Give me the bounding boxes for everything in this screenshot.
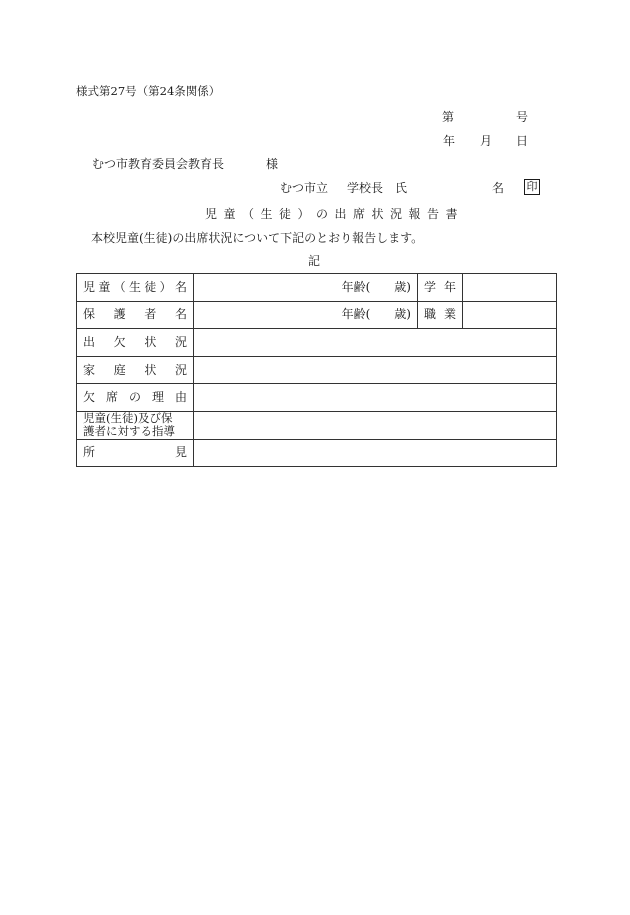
grade-label: 学 年: [418, 274, 463, 302]
date-year-label: 年: [443, 134, 456, 148]
table-row-guardian-name: [77, 301, 557, 329]
seal-box: 印: [524, 179, 540, 195]
intro-text: 本校児童(生徒)の出席状況について下記のとおり報告します。: [91, 231, 424, 245]
attendance-status-field[interactable]: [194, 329, 557, 357]
addressee: むつ市教育委員会教育長: [92, 157, 225, 171]
row-label: 保 護 者 名: [77, 301, 194, 329]
row-label: 出 欠 状 況: [77, 329, 194, 357]
table-row-student-name: [77, 274, 557, 302]
remarks-field[interactable]: [194, 439, 557, 467]
date-day-label: 日: [516, 134, 529, 148]
row-label: 児 童 （ 生 徒 ） 名: [77, 274, 194, 302]
table-row-family-status: [77, 356, 557, 384]
age-label: 年齢( 歳): [341, 307, 411, 322]
table-row-absence-reason: [77, 384, 557, 412]
table-row-attendance-status: [77, 329, 557, 357]
doc-number-label: 第: [442, 110, 455, 124]
sender-school: むつ市立: [280, 181, 329, 195]
row-label: 児童(生徒)及び保 護者に対する指導: [77, 411, 194, 439]
date-month-label: 月: [480, 134, 493, 148]
row-label: 欠 席 の 理 由: [77, 384, 194, 412]
absence-reason-field[interactable]: [194, 384, 557, 412]
row-label: 所 見: [77, 439, 194, 467]
table-row-remarks: [77, 439, 557, 467]
form-number: 様式第27号（第24条関係）: [76, 84, 221, 98]
row-label: 家 庭 状 況: [77, 356, 194, 384]
document-title: 児童（生徒）の出席状況報告書: [205, 207, 465, 221]
guardian-name-field[interactable]: [194, 301, 418, 329]
student-name-field[interactable]: [194, 274, 418, 302]
guidance-field[interactable]: [194, 411, 557, 439]
sender-title: 学校長 氏: [347, 181, 408, 195]
addressee-honorific: 様: [266, 157, 279, 171]
occupation-label: 職 業: [418, 301, 463, 329]
occupation-field[interactable]: [463, 301, 557, 329]
grade-field[interactable]: [463, 274, 557, 302]
age-label: 年齢( 歳): [341, 279, 411, 294]
sender-name-label: 名: [492, 181, 505, 195]
report-table: [76, 273, 557, 467]
doc-number-suffix: 号: [516, 110, 529, 124]
table-row-guidance: [77, 411, 557, 439]
ki-label: 記: [308, 254, 321, 268]
family-status-field[interactable]: [194, 356, 557, 384]
